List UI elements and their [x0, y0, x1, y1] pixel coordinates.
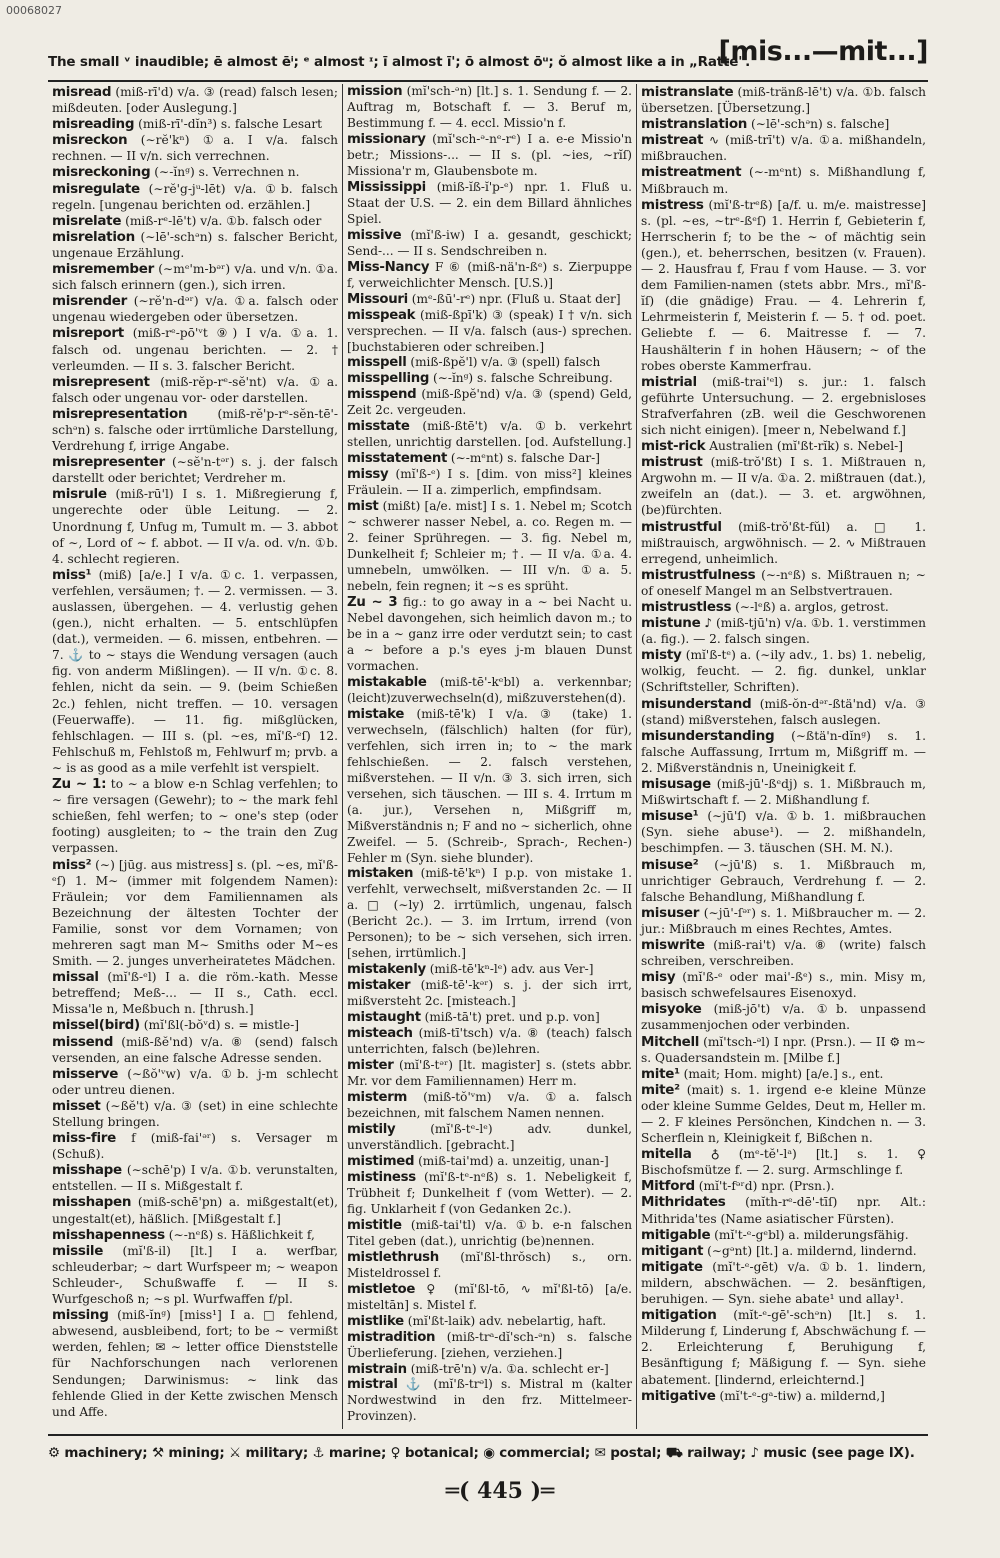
headword: misshape — [52, 1162, 122, 1179]
headword: misspell — [347, 355, 407, 371]
definition: (miß-trŏ'ßt) I s. 1. Mißtrauen n, Argwohn m. — II v/a. ①a. 2. mißtrauen (dat.), zweifeln an (dat.). — 3. et. argwöhnen, (be)fürchten. — [641, 455, 926, 518]
definition: (∼-nᵉß) s. Häßlichkeit f, — [168, 1227, 315, 1242]
definition: (miß-rᵉ-pō'ᵛt ⑨) I v/a. ①a. 1. falsch od. ungenau berichten. — 2. † verleumden. — II s. 3. falscher Bericht. — [52, 326, 339, 373]
dictionary-entry — [641, 519, 926, 567]
headword: misregulate — [52, 180, 140, 197]
dictionary-entry — [347, 308, 632, 356]
dictionary-entry — [52, 84, 338, 116]
dictionary-entry — [347, 371, 632, 387]
dictionary-entry — [347, 467, 632, 499]
page-number: ═( 445 )═ — [445, 1478, 555, 1504]
headword: Zu ∼ 3 — [347, 595, 398, 610]
dictionary-entry — [52, 116, 338, 132]
definition: (∼-nᵉß) s. Mißtrauen n; ∼ of oneself Mangel m an Selbstvertrauen. — [641, 567, 926, 598]
definition: (miß-ĭnᵍ) [miss¹] I a. □ fehlend, abwesend, ausbleibend, fort; to be ∼ vermißt werden, fehlen; ✉ ∼ letter office Dienststelle für Nachforschungen nach verlorenen Sendungen; Darwinismus: ∼ link das fehlende Glied in der Kette zwischen Mensch und Affe. — [52, 1308, 338, 1419]
definition: (miß-tŏ'ᵛm) v/a. ①a. falsch bezeichnen, mit falschem Namen nennen. — [347, 1090, 632, 1120]
definition: fig.: to go away in a ∼ bei Nacht u. Nebel davongehen, sich heimlich davon m.; to be in a ∼ ganz irre oder verdutzt sein; to cast a ∼ before a p.'s eyes j-m blauen Dunst vormachen. — [347, 595, 632, 673]
headword: misshapenness — [52, 1226, 165, 1243]
definition: (mĭ't-ᵉ-gᵉbl) a. milderungsfähig. — [714, 1227, 909, 1242]
dictionary-entry — [52, 1194, 338, 1226]
headword: mistitle — [347, 1217, 402, 1233]
headword: missing — [52, 1307, 109, 1324]
headword: miswrite — [641, 936, 705, 953]
dictionary-entry — [347, 355, 632, 371]
dictionary-entry — [347, 180, 632, 228]
headword: mitigable — [641, 1226, 711, 1243]
headword: misspeak — [347, 307, 416, 323]
definition: (mĭ'ß-tᵊʳ) [lt. magister] s. (stets abbr. Mr. vor dem Familiennamen) Herr m. — [347, 1058, 632, 1089]
headword: mistlethrush — [347, 1249, 439, 1265]
definition: (∼schē'p) I v/a. ①b. verunstalten, entstellen. — II s. Mißgestalt f. — [52, 1163, 338, 1194]
column-middle — [342, 84, 636, 1429]
definition: (mᵉ-ßū'-rᵉ) npr. (Fluß u. Staat der] — [411, 291, 621, 306]
headword: misterm — [347, 1090, 408, 1106]
headword: mistreatment — [641, 164, 742, 181]
definition: (∼rĕ'n-dᵊʳ) v/a. ①a. falsch oder ungenau wiedergeben oder übersetzen. — [52, 294, 338, 325]
definition: (∼gᵊnt) [lt.] a. mildernd, lindernd. — [707, 1243, 917, 1258]
headword: mistral — [347, 1377, 398, 1393]
dictionary-entry — [347, 1170, 632, 1218]
definition: (∼mᵉ'm-bᵊʳ) v/a. und v/n. ①a. sich falsch erinnern (gen.), sich irren. — [52, 262, 338, 293]
definition: (miß-ßtē't) v/a. ①b. verkehrt stellen, unrichtig darstellen. [od. Aufstellung.] — [347, 419, 632, 450]
dictionary-entry — [641, 1227, 926, 1243]
definition: (∼-mᵉnt) s. Mißhandlung f, Mißbrauch m. — [641, 165, 926, 196]
dictionary-entry — [52, 293, 338, 325]
headword: missionary — [347, 131, 426, 147]
definition: (∼ßĕ't) v/a. ③ (set) in eine schlechte Stellung bringen. — [52, 1098, 339, 1129]
dictionary-entry — [641, 647, 926, 695]
headword: mistune — [641, 615, 701, 632]
definition: (miß-rī'-dĭn³) s. falsche Lesart — [138, 117, 323, 132]
dictionary-columns — [48, 84, 930, 1429]
pronunciation-key: The small ᵛ inaudible; ē almost ēⁱ; ᵉ almost ᶦ; ī almost ī'; ō almost ōᵘ; ŏ almost like a in „Ratte". — [48, 54, 750, 70]
dictionary-entry — [641, 438, 926, 454]
definition: (miß-ŏn-dᵊʳ-ßtä'nd) v/a. ③ (stand) mißverstehen, falsch auslegen. — [641, 696, 926, 727]
headword: mist-rick — [641, 438, 706, 455]
definition: (miß-tī'tsch) v/a. ⑧ (teach) falsch unterrichten, falsch (be)lehren. — [347, 1026, 632, 1057]
dictionary-entry — [52, 1227, 338, 1243]
definition: (mißt) [a/e. mist] I s. 1. Nebel m; Scotch ∼ schwerer nasser Nebel, a. co. Regen m. — 2. feiner Sprühregen. — 3. fig. Nebel m, Dunkelheit f; Schleier m; †. — II v/a. ①a. 4. umnebeln, umwölken. — III v/n. ①a. 5. nebeln, fein regnen; it ∼s es sprüht. — [347, 499, 632, 594]
dictionary-entry — [347, 1010, 632, 1026]
headword: misunderstanding — [641, 727, 775, 744]
dictionary-entry — [347, 499, 632, 595]
headword: mistrust — [641, 454, 703, 471]
headword: mite² — [641, 1081, 680, 1098]
dictionary-entry — [641, 857, 926, 905]
headword: missive — [347, 227, 402, 243]
definition: (∼-mᵉnt) s. falsche Dar-] — [450, 451, 600, 466]
dictionary-entry — [641, 454, 926, 518]
dictionary-entry — [641, 84, 926, 116]
headword: misty — [641, 647, 682, 664]
headword: missile — [52, 1242, 104, 1259]
dictionary-entry — [52, 1034, 338, 1066]
dictionary-entry — [347, 866, 632, 962]
definition: (miß-schē'pn) a. mißgestalt(et), ungestalt(et), häßlich. [Mißgestalt f.] — [52, 1195, 338, 1226]
headword: mitigative — [641, 1387, 716, 1404]
dictionary-entry — [347, 978, 632, 1010]
definition: (mĭ'ß-ᵉl) I a. die röm.-kath. Messe betreffend; Meß-... — II s., Cath. eccl. Missa'le n, Meßbuch n. [thrush.] — [52, 970, 338, 1017]
headword: miss² — [52, 856, 92, 873]
dictionary-entry — [347, 228, 632, 260]
dictionary-entry — [641, 567, 926, 599]
headword: misunderstand — [641, 695, 752, 712]
headword: mitella — [641, 1146, 692, 1163]
definition: (miß-tē'kⁿ) I p.p. von mistake 1. verfehlt, verwechselt, mißverstanden 2c. — II a. □ (∼ly) 2. irrtümlich, ungenau, falsch (Bericht 2c.). — 3. im Irrtum, irrend (von Personen); to be ∼ sich versehen, sich irren. [sehen, irrtümlich.] — [347, 866, 632, 961]
definition: (mĭ'ßt-laik) adv. nebelartig, haft. — [407, 1313, 607, 1328]
headword: Mississippi — [347, 179, 426, 195]
dictionary-entry — [52, 406, 338, 454]
headword: misrepresentation — [52, 405, 188, 422]
dictionary-entry — [347, 675, 632, 707]
headword: mistrustfulness — [641, 566, 756, 583]
dictionary-entry — [641, 599, 926, 615]
definition: (∼-lᵉß) a. arglos, getrost. — [735, 600, 889, 614]
definition: (∼sĕ'n-tᵊʳ) s. j. der falsch darstellt oder berichtet; Verdreher m. — [52, 455, 339, 486]
definition: (mĭt-ᵉ-gē'-schᵊn) [lt.] s. 1. Milderung f, Linderung f, Abschwächung f. — 2. Erleichterung f, Beruhigung f, Besänftigung f; Mäßigung f. — Syn. siehe abatement. [lindernd, erleichternd.] — [641, 1308, 926, 1387]
dictionary-entry — [52, 567, 338, 776]
dictionary-entry — [52, 1307, 338, 1420]
dictionary-entry — [641, 374, 926, 438]
dictionary-entry — [52, 857, 338, 970]
dictionary-entry — [347, 84, 632, 132]
headword: misstatement — [347, 451, 448, 467]
headword: missal — [52, 969, 99, 986]
headword: misset — [52, 1097, 101, 1114]
definition: (mĭ'sch-ᵊ-nᵉ-rᵉ) I a. e-e Missio'n betr.; Missions-... — II s. (pl. ∼ies, ∼rĭſ) Missiona'r m, Glaubensbote m. — [347, 131, 632, 178]
definition: (∼-ĭnᵍ) s. falsche Schreibung. — [433, 371, 613, 386]
definition: f (miß-fai'ᵊʳ) s. Versager m (Schuß). — [52, 1131, 338, 1162]
dictionary-entry — [52, 229, 338, 261]
headword: mistaker — [347, 978, 411, 994]
dictionary-entry — [52, 181, 338, 213]
definition: (miß-rĕ'p-rᵉ-sĕn-tē'-schᵊn) s. falsche oder irrtümliche Darstellung, Verdrehung f, irrige Angabe. — [52, 406, 338, 454]
headword: missend — [52, 1033, 114, 1050]
headword: misreckon — [52, 132, 128, 149]
headword: misrule — [52, 486, 107, 503]
headword: Zu ∼ 1: — [52, 776, 107, 793]
definition: (∼rĕ'g-jᵘ-lēt) v/a. ①b. falsch regeln. [ungenau berichten od. erzählen.] — [52, 181, 338, 212]
definition: (miß-tai'md) a. unzeitig, unan-] — [418, 1153, 609, 1168]
headword: misreport — [52, 325, 124, 342]
dictionary-entry — [641, 1034, 926, 1066]
headword: mite¹ — [641, 1065, 680, 1082]
dictionary-entry — [641, 1259, 926, 1307]
headword: misstate — [347, 419, 410, 435]
dictionary-entry — [52, 486, 338, 566]
dictionary-entry — [52, 1017, 338, 1033]
dictionary-entry — [641, 776, 926, 808]
dictionary-entry — [347, 292, 632, 308]
symbol-legend: ⚙ machinery; ⚒ mining; ⚔ military; ⚓ marine; ♀ botanical; ◉ commercial; ✉ postal; ⛟ railway; ♪ music (see page IX). — [48, 1445, 915, 1461]
definition: (miß-trŏ'ßt-fŭl) a. □ 1. mißtrauisch, argwöhnisch. — 2. ∿ Mißtrauen erregend, unheimlich. — [641, 519, 926, 566]
dictionary-entry — [347, 1218, 632, 1250]
definition: (∼rĕ'kⁿ) ①a. I v/a. falsch rechnen. — II v/n. sich verrechnen. — [52, 133, 338, 164]
dictionary-entry — [641, 728, 926, 776]
dictionary-entry — [347, 1154, 632, 1170]
definition: (mĭth-rᵉ-dē'-tīſ) npr. Alt.: Mithrida'tes (Name asiatischer Fürsten). — [641, 1195, 926, 1226]
dictionary-entry — [641, 1082, 926, 1146]
headword: mistress — [641, 196, 704, 213]
definition: (miß-ßĕ'nd) v/a. ⑧ (send) falsch versenden, an eine falsche Adresse senden. — [52, 1034, 338, 1065]
definition: (mĭ'ßl-thrŏsch) s., orn. Misteldrossel f. — [347, 1249, 632, 1280]
definition: (miß-rᵉ-lē't) v/a. ①b. falsch oder — [125, 213, 322, 228]
dictionary-entry — [347, 707, 632, 867]
scan-id: 00068027 — [6, 4, 62, 17]
dictionary-entry — [347, 1282, 632, 1314]
definition: (mait) s. 1. irgend e-e kleine Münze oder kleine Summe Geldes, Deut m, Heller m. — 2. F kleines Persönchen, Kindchen n. — 3. Scherflein n, Kleinigkeit f, Bißchen n. — [641, 1082, 927, 1146]
headword: misy — [641, 969, 676, 986]
headword: mistrustful — [641, 518, 722, 535]
definition: (miß-tränß-lē't) v/a. ①b. falsch übersetzen. [Übersetzung.] — [641, 85, 927, 116]
headword: misuser — [641, 904, 700, 921]
headword: misrelation — [52, 228, 135, 245]
dictionary-entry — [641, 1388, 926, 1404]
definition: (mĭ'tsch-ᵊl) I npr. (Prsn.). — II ⚙ m∼ s. Quadersandstein m. [Milbe f.] — [641, 1034, 927, 1065]
definition: ∿ (miß-trī't) v/a. ①a. mißhandeln, mißbrauchen. — [641, 133, 927, 164]
headword: mistlike — [347, 1313, 404, 1329]
dictionary-entry — [52, 374, 338, 406]
dictionary-entry — [347, 1330, 632, 1362]
dictionary-entry — [347, 1122, 632, 1154]
headword: misrender — [52, 293, 127, 310]
page-header — [48, 36, 928, 76]
dictionary-entry — [641, 1194, 926, 1226]
headword: mistake — [347, 706, 405, 722]
definition: (∼ßtä'n-dĭnᵍ) s. 1. falsche Auffassung, Irrtum m, Mißgriff m. — 2. Mißverständnis n, Uneinigkeit f. — [641, 728, 926, 775]
headword: Mitchell — [641, 1033, 700, 1050]
definition: (∼lē'-schᵊn) s. falsche] — [750, 117, 890, 132]
dictionary-entry — [52, 164, 338, 180]
dictionary-entry — [641, 116, 926, 132]
definition: (miß-jū'-ßᵉdj) s. 1. Mißbrauch m, Mißwirtschaft f. — 2. Mißhandlung f. — [641, 777, 926, 808]
dictionary-entry — [52, 132, 338, 164]
definition: (miß-trē'n) v/a. ①a. schlecht er-] — [410, 1361, 609, 1376]
dictionary-entry — [641, 1178, 926, 1194]
dictionary-entry — [347, 1026, 632, 1058]
dictionary-entry — [641, 937, 926, 969]
definition: (miß-jō't) v/a. ①b. unpassend zusammenjochen oder verbinden. — [641, 1002, 926, 1033]
dictionary-entry — [52, 1066, 338, 1098]
dictionary-entry — [52, 454, 338, 486]
headword: misrepresenter — [52, 454, 165, 471]
headword: Miss-Nancy — [347, 259, 430, 275]
dictionary-entry — [641, 197, 926, 374]
definition: (∼jū'ß) s. 1. Mißbrauch m, unrichtiger Gebrauch, Verdrehung f. — 2. falsche Behandlung, Mißhandlung f. — [641, 857, 926, 904]
definition: (miß-trai'ᵉl) s. jur.: 1. falsch geführte Untersuchung. — 2. ergebnisloses Strafverfahren (zB. weil die Geschworenen sich nicht einigen). [meer n, Nebelwand f.] — [641, 374, 927, 437]
definition: (mĭ'ß-il) [lt.] I a. werfbar, schleuderbar; ∼ dart Wurfspeer m; ∼ weapon Schleuder-, Schußwaffe f. — II s. Wurfgeschoß n; ∼s pl. Wurfwaffen f/pl. — [52, 1243, 338, 1307]
headword: misreading — [52, 116, 135, 133]
dictionary-entry — [641, 132, 926, 164]
headword: Mithridates — [641, 1194, 726, 1211]
dictionary-entry — [52, 213, 338, 229]
column-left — [48, 84, 342, 1429]
dictionary-entry — [52, 776, 338, 856]
dictionary-entry — [347, 962, 632, 978]
header-rule — [48, 80, 928, 82]
dictionary-entry — [641, 696, 926, 728]
dictionary-entry — [347, 595, 632, 675]
dictionary-entry — [347, 419, 632, 451]
headword: mitigant — [641, 1242, 704, 1259]
definition: (mĭ'ß-trᵉß) [a/f. u. m/e. maistresse] s. (pl. ∼es, ∼trᵉ-ßᵉſ) 1. Herrin f, Gebieterin f, Herrscherin f; to be the ∼ of mächtig sein (gen.), et. beherrschen, besitzen (v. Frauen). — 2. Hausfrau f, Frau f vom Hause. — 3. vor dem Familien-namen (stets abbr. Mrs., mĭ'ß-ĭſ) (die gnädige) Frau. — 4. Lehrerin f, Lehrmeisterin f, Meisterin f. — 5. † od. poet. Geliebte f. — 6. Maitresse f. — 7. Haushälterin f in hohen Häusern; ∼ of the robes oberste Kammerfrau. — [641, 197, 927, 373]
headword: mistaken — [347, 866, 414, 882]
definition: (mĭ't-ᵉ-gēt) v/a. ①b. 1. lindern, mildern, abschwächen. — 2. besänftigen, beruhigen. — Syn. siehe abate¹ und allay¹. — [641, 1259, 927, 1307]
definition: Australien (mĭ'ßt-rĭk) s. Nebel-] — [709, 439, 903, 454]
definition: (miß-rĕp-rᵉ-sĕ'nt) v/a. ①a. falsch oder ungenau vor- oder darstellen. — [52, 374, 339, 405]
headword: misshapen — [52, 1194, 132, 1211]
dictionary-entry — [52, 969, 338, 1017]
headword: mistaught — [347, 1010, 421, 1026]
headword: Mitford — [641, 1178, 695, 1195]
headword: misspelling — [347, 371, 430, 387]
definition: (miß-ĭß-ĭ'p-ᵉ) npr. 1. Fluß u. Staat der U.S. — 2. ein dem Billard ähnliches Spiel. — [347, 179, 632, 226]
dictionary-entry — [347, 1314, 632, 1330]
headword: mistranslation — [641, 116, 748, 133]
definition: F ⑥ (miß-nä'n-ßᵉ) s. Zierpuppe f, verweichlichter Mensch. [U.S.)] — [347, 259, 632, 290]
dictionary-entry — [641, 1146, 926, 1178]
dictionary-entry — [347, 132, 632, 180]
definition: (mĭ'ß-ᵉ oder mai'-ßᵉ) s., min. Misy m, basisch schwefelsaures Eisenoxyd. — [641, 970, 926, 1001]
headword: misteach — [347, 1026, 413, 1042]
dictionary-entry — [641, 1001, 926, 1033]
definition: ⚓ (mĭ'ß-trᵊl) s. Mistral m (kalter Nordwestwind in den frz. Mittelmeer-Provinzen). — [347, 1377, 632, 1424]
headword: mistily — [347, 1121, 396, 1137]
dictionary-entry — [641, 905, 926, 937]
dictionary-entry — [641, 164, 926, 196]
headword: mistreat — [641, 132, 704, 149]
headword: mist — [347, 499, 379, 515]
dictionary-entry — [641, 1066, 926, 1082]
headword: mitigation — [641, 1307, 717, 1324]
dictionary-entry — [347, 1058, 632, 1090]
definition: (mĭ't-ᵉ-gᵃ-tiw) a. mildernd,] — [719, 1388, 885, 1403]
definition: (∼jū'-ſᵊʳ) s. 1. Mißbraucher m. — 2. jur.: Mißbrauch m eines Rechtes, Amtes. — [641, 905, 926, 936]
dictionary-entry — [52, 1243, 338, 1307]
headword: mister — [347, 1058, 394, 1074]
definition: ♀ (mĭ'ßl-tō, ∿ mĭ'ßl-tō) [a/e. misteltān] s. Mistel f. — [347, 1281, 632, 1312]
headword: mistrain — [347, 1361, 407, 1377]
dictionary-entry — [52, 1162, 338, 1194]
headword: missel(bird) — [52, 1017, 140, 1034]
dictionary-entry — [641, 1307, 926, 1387]
headword: misyoke — [641, 1001, 702, 1018]
definition: (∼ßŏ'ᵛw) v/a. ①b. j-m schlecht oder untreu dienen. — [52, 1066, 339, 1097]
headword: Missouri — [347, 291, 408, 307]
headword: misrepresent — [52, 373, 150, 390]
dictionary-entry — [641, 615, 926, 647]
headword: mistakenly — [347, 962, 426, 978]
headword: misserve — [52, 1065, 119, 1082]
headword: mission — [347, 84, 403, 99]
definition: (miß-rī'd) v/a. ③ (read) falsch lesen; mißdeuten. [oder Auslegung.] — [52, 85, 339, 116]
dictionary-entry — [347, 1362, 632, 1378]
definition: (mĭ'ß-tᵉ) a. (∼ily adv., 1. bs) 1. nebelig, wolkig, feucht. — 2. fig. dunkel, unklar (Schriftsteller, Schriften). — [641, 648, 927, 695]
headword: misreckoning — [52, 164, 151, 181]
definition: (mĭ'ß-ᵉ) I s. [dim. von miss²] kleines Fräulein. — II a. zimperlich, empfindsam. — [347, 467, 632, 498]
dictionary-entry — [347, 260, 632, 292]
definition: (miß-tā't) pret. und p.p. von] — [424, 1010, 600, 1025]
headword: mistrustless — [641, 599, 732, 615]
headword: misremember — [52, 261, 155, 278]
definition: (miß-ßpī'k) ③ (speak) I † v/n. sich versprechen. — II v/a. falsch (aus-) sprechen. [buchstabieren oder schreiben.] — [347, 307, 632, 354]
dictionary-entry — [347, 1377, 632, 1425]
headword: misrelate — [52, 212, 122, 229]
dictionary-entry — [52, 325, 338, 373]
definition: (miß-rai't) v/a. ⑧ (write) falsch schreiben, verschreiben. — [641, 937, 926, 969]
dictionary-entry — [347, 451, 632, 467]
definition: (miß-tē'-kᵉbl) a. verkennbar; (leicht)zuverwechseln(d), mißzuverstehen(d). — [347, 674, 632, 705]
definition: (mĭ't-fᵊʳd) npr. (Prsn.). — [698, 1179, 835, 1194]
definition: (miß-ßpĕ'nd) v/a. ③ (spend) Geld, Zeit 2c. vergeuden. — [347, 387, 632, 418]
definition: (miß-tē'k) I v/a. ③ (take) 1. verwechseln, (fälschlich) halten (for für), verfehlen, sich irren in; to ∼ the mark fehlschießen. — 2. falsch verstehen, mißverstehen. — II v/n. ③ 3. sich irren, sich versehen, sich täuschen. — III s. 4. Irrtum m (a. jur.), Versehen n, Mißgriff m, Mißverständnis n; F and no ∼ sicherlich, ohne Zweifel. — 5. (Schreib-, Sprach-, Rechen-) Fehler m (Syn. siehe blunder). — [347, 706, 632, 865]
definition: ♁ (mᵉ-tĕ'-lᵃ) [lt.] s. 1. ♀ Bischofsmütze f. — 2. surg. Armschlinge f. — [641, 1147, 926, 1178]
definition: (mĭ'sch-ᵊn) [lt.] s. 1. Sendung f. — 2. Auftrag m, Botschaft f. — 3. Beruf m, Bestimmung f. — 4. eccl. Missio'n f. — [347, 84, 632, 130]
definition: (miß-tē'kⁿ-lᵉ) adv. aus Ver-] — [429, 962, 594, 977]
headword: mistimed — [347, 1153, 415, 1169]
definition: (∼lē'-schᵊn) s. falscher Bericht, ungenaue Erzählung. — [52, 229, 339, 260]
definition: (miß-tē'-kᵊʳ) s. j. der sich irrt, mißversteht 2c. [misteach.] — [347, 978, 632, 1009]
headword: misread — [52, 84, 112, 100]
headword: mitigate — [641, 1258, 703, 1275]
headword: miss¹ — [52, 566, 92, 583]
definition: (miß-rū'l) I s. 1. Mißregierung f, ungerechte oder üble Leitung. — 2. Unordnung f, Unfug m, Tumult m. — 3. abbot of ∼, Lord of ∼ f. abbot. — II v/a. od. v/n. ①b. 4. schlecht regieren. — [52, 487, 338, 566]
definition: to ∼ a blow e-n Schlag verfehlen; to ∼ fire versagen (Gewehr); to ∼ the mark fehl schießen, fehl werfen; to ∼ one's step (oder footing) ausgleiten; to ∼ the train den Zug verpassen. — [52, 777, 338, 856]
headword: misusage — [641, 776, 711, 793]
dictionary-entry — [347, 1090, 632, 1122]
dictionary-entry — [52, 1098, 338, 1130]
definition: (mĭ'ß-iw) I a. gesandt, geschickt; Send-... — II s. Sendschreiben n. — [347, 227, 632, 258]
headword: misspend — [347, 387, 417, 403]
headword: miss-fire — [52, 1130, 116, 1147]
definition: (miß-trᵃ-dĭ'sch-ᵊn) s. falsche Überlieferung. [ziehen, verziehen.] — [347, 1329, 632, 1360]
definition: (mait; Hom. might) [a/e.] s., ent. — [683, 1066, 884, 1081]
dictionary-entry — [641, 1243, 926, 1259]
definition: (mĭ'ßl(-bŏᵛd) s. = mistle-] — [143, 1018, 300, 1033]
definition: (miß-tai'tl) v/a. ①b. e-n falschen Titel geben (dat.), unrichtig (be)nennen. — [347, 1217, 632, 1248]
definition: (miß) [a/e.] I v/a. ①c. 1. verpassen, verfehlen, versäumen; †. — 2. vermissen. — 3. auslassen, übergehen. — 4. verlustig gehen (gen.), nicht erhalten. — 5. entschlüpfen (dat.), vermeiden. — 6. missen, entbehren. — 7. ⚓ to ∼ stays die Wendung versagen (auch fig. von anderm Mißlingen). — II v/n. ①c. 8. fehlen, nicht da sein. — 9. (beim Schießen 2c.) fehlen, nicht treffen. — 10. versagen (Feuerwaffe). — 11. fig. mißglücken, fehlschlagen. — III s. (pl. ∼es, mĭ'ß-ᵉſ) 12. Fehlschuß m, Fehlstoß m, Fehlwurf m; prvb. a ∼ is as good as a mile verfehlt ist verspielt. — [52, 567, 338, 775]
headword: mistrial — [641, 373, 697, 390]
footer-rule — [48, 1434, 928, 1436]
headword: mistradition — [347, 1329, 436, 1345]
guide-words: [mis...—mit...] — [718, 36, 928, 67]
dictionary-entry — [347, 1250, 632, 1282]
dictionary-entry — [52, 1130, 338, 1162]
headword: missy — [347, 467, 389, 483]
dictionary-entry — [52, 261, 338, 293]
headword: misuse² — [641, 856, 699, 873]
definition: (mĭ'ß-tᵉ-lᵉ) adv. dunkel, unverständlich. [gebracht.] — [347, 1121, 632, 1152]
definition: (mĭ'ß-tᵉ-nᵉß) s. 1. Nebeligkeit f, Trübheit f; Dunkelheit f (vom Wetter). — 2. fig. Unklarheit f (von Gedanken 2c.). — [347, 1169, 632, 1216]
definition: ♪ (miß-tjū'n) v/a. ①b. 1. verstimmen (a. fig.). — 2. falsch singen. — [641, 616, 927, 647]
definition: (miß-ßpĕ'l) v/a. ③ (spell) falsch — [410, 355, 601, 370]
headword: mistranslate — [641, 84, 734, 100]
dictionary-entry — [641, 969, 926, 1001]
headword: misuse¹ — [641, 808, 699, 825]
headword: mistakable — [347, 674, 427, 690]
dictionary-entry — [641, 808, 926, 856]
definition: (∼jū'ſ) v/a. ①b. 1. mißbrauchen (Syn. siehe abuse¹). — 2. mißhandeln, beschimpfen. — 3. täuschen (SH. M. N.). — [641, 809, 926, 856]
headword: mistletoe — [347, 1281, 416, 1297]
definition: (∼) [jūg. aus mistress] s. (pl. ∼es, mĭ'ß-ᵉſ) 1. M∼ (immer mit folgendem Namen): Fräulein; vor dem Familiennamen als Bezeichnung der ältesten Tochter der Familie, sonst vor dem Vornamen; von mehreren sagt man M∼ Smiths oder M∼es Smith. — 2. junges unverheiratetes Mädchen. — [52, 857, 338, 969]
column-right — [636, 84, 930, 1429]
dictionary-entry — [347, 387, 632, 419]
definition: (∼-ĭnᵍ) s. Verrechnen n. — [154, 165, 300, 180]
headword: mistiness — [347, 1169, 416, 1185]
